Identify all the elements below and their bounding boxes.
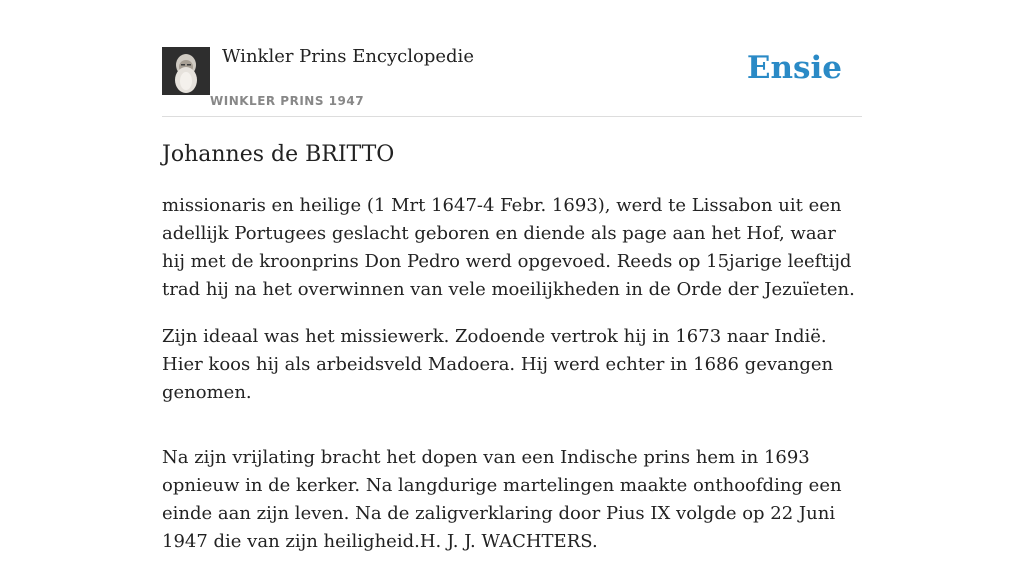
article-paragraph: Na zijn vrijlating bracht het dopen van een Indische prins hem in 1693 opnieuw in de kerker. Na langdurige martelingen maakte onthoofding een einde aan zijn leven. Na de zaligverklaring door Pius IX volgde op 22 Juni 1947 die van zijn heiligheid.H. J. J. WACHTERS. [162,447,842,552]
article [162,138,862,575]
bearded-man-portrait-icon [162,47,210,95]
article-paragraph: missionaris en heilige (1 Mrt 1647-4 Febr. 1693), werd te Lissabon uit een adellijk Portugees geslacht geboren en diende als page aan het Hof, waar hij met de kroonprins Don Pedro werd opgevoed. Reeds op 15jarige leeftijd trad hij na het overwinnen van vele moeilijkheden in de Orde der Jezuïeten. [162,195,855,300]
avatar[interactable] [162,47,210,95]
article-title: Johannes de BRITTO [162,142,395,167]
source-header [162,40,862,117]
source-subtitle: WINKLER PRINS 1947 [210,94,365,108]
article-paragraph: Zijn ideaal was het missiewerk. Zodoende vertrok hij in 1673 naar Indië. Hier koos hij als arbeidsveld Madoera. Hij werd echter in 1686 gevangen genomen. [162,326,834,403]
brand-logo[interactable]: Ensie [746,50,842,86]
source-title-link[interactable]: Winkler Prins Encyclopedie [222,46,474,67]
